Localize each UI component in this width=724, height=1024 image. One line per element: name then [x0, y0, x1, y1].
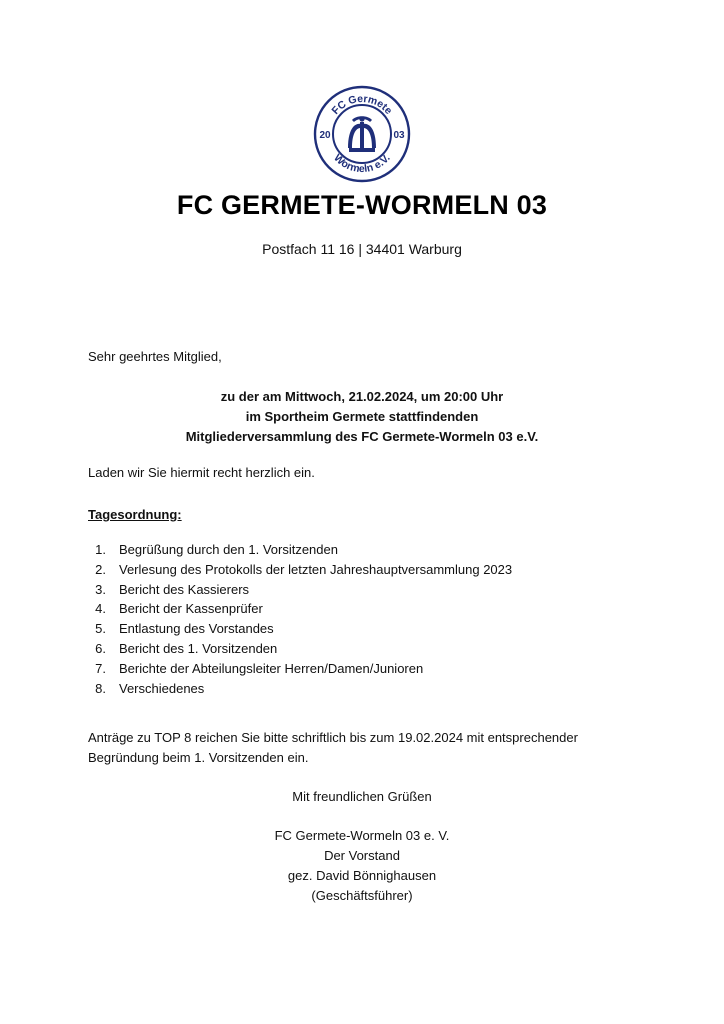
crest-ring-bottom-text: Wormeln e.V.: [331, 151, 393, 176]
agenda-item-text: Verschiedenes: [119, 680, 205, 696]
agenda-item-text: Begrüßung durch den 1. Vorsitzenden: [119, 542, 338, 557]
closing-greeting: Mit freundlichen Grüßen: [292, 789, 432, 804]
club-crest-logo: [312, 84, 412, 184]
agenda-item-text: Bericht der Kassenprüfer: [119, 601, 263, 617]
agenda-item-number: 2.: [95, 561, 106, 577]
agenda-item-number: 5.: [95, 621, 106, 637]
invite-line-meeting: Mitgliederversammlung des FC Germete-Wormeln 03 e.V.: [185, 429, 539, 444]
signature-club: FC Germete-Wormeln 03 e. V.: [274, 828, 450, 843]
salutation: Sehr geehrtes Mitglied,: [88, 349, 222, 364]
agenda-item-text: Berichte der Abteilungsleiter Herren/Damen/Junioren: [119, 660, 424, 676]
agenda-list: [88, 540, 512, 698]
agenda-item: [88, 560, 512, 580]
agenda-item: [88, 659, 512, 679]
invite-line-venue: im Sportheim Germete stattfindenden: [245, 409, 479, 424]
agenda-item: [88, 580, 512, 600]
agenda-item-number: 3.: [95, 581, 106, 597]
invite-line-date: zu der am Mittwoch, 21.02.2024, um 20:00 Uhr: [220, 389, 504, 404]
agenda-item-number: 7.: [95, 660, 106, 676]
agenda-item-number: 6.: [95, 640, 106, 656]
crest-year-left: 20: [319, 130, 331, 141]
invite-sentence: Laden wir Sie hiermit recht herzlich ein.: [88, 465, 315, 480]
signature-role: (Geschäftsführer): [311, 888, 413, 903]
agenda-item-number: 4.: [95, 601, 106, 617]
signature-board: Der Vorstand: [324, 848, 400, 863]
signature-name: gez. David Bönnighausen: [287, 868, 437, 883]
agenda-item: [88, 599, 512, 619]
agenda-item: [88, 679, 512, 699]
fountain-emblem-icon: [348, 116, 376, 152]
svg-text:FC Germete: [330, 93, 395, 117]
svg-text:Wormeln e.V.: [331, 152, 393, 175]
agenda-item: [88, 639, 512, 659]
motions-paragraph-line-2: Begründung beim 1. Vorsitzenden ein.: [88, 750, 309, 765]
agenda-heading: Tagesordnung:: [88, 507, 182, 522]
agenda-item-text: Bericht des 1. Vorsitzenden: [119, 640, 278, 656]
agenda-item-number: 8.: [95, 680, 106, 696]
agenda-item-text: Verlesung des Protokolls der letzten Jahreshauptversammlung 2023: [119, 561, 513, 577]
agenda-item-text: Bericht des Kassierers: [119, 581, 250, 597]
agenda-item: [88, 619, 512, 639]
crest-year-right: 03: [393, 130, 405, 141]
agenda-item-number: 1.: [95, 542, 106, 557]
agenda-item: [88, 540, 512, 560]
agenda-item-text: Entlastung des Vorstandes: [119, 621, 274, 637]
postal-address: Postfach 11 16 | 34401 Warburg: [262, 241, 462, 257]
crest-ring-top-text: FC Germete: [329, 92, 395, 117]
club-name-heading: FC GERMETE-WORMELN 03: [176, 190, 548, 220]
motions-paragraph-line-1: Anträge zu TOP 8 reichen Sie bitte schriftlich bis zum 19.02.2024 mit entsprechender: [88, 730, 578, 745]
